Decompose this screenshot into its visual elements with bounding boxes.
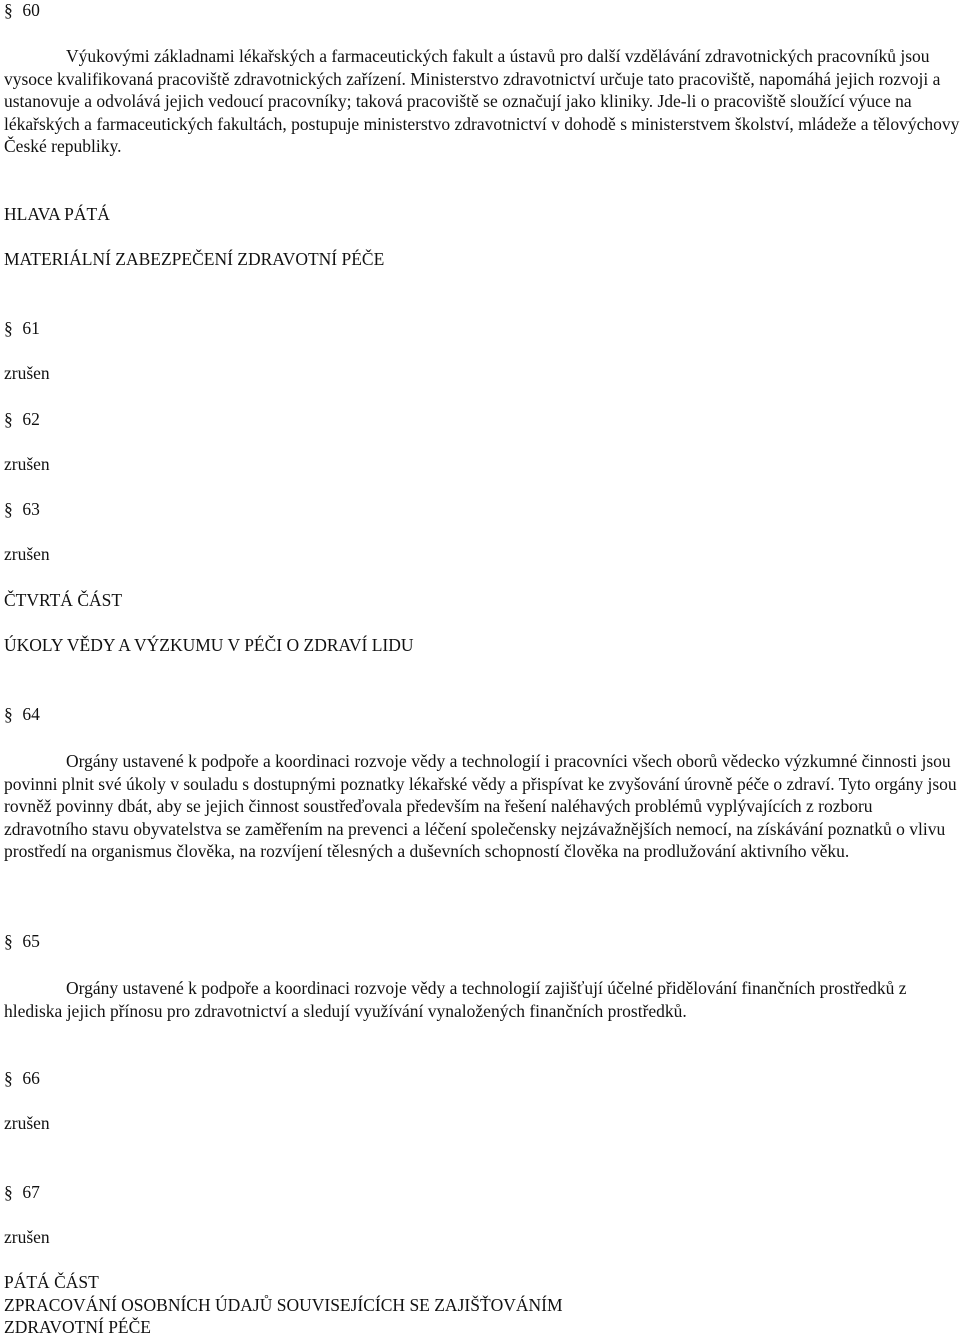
section-number: 62 xyxy=(22,409,40,429)
section-number: 65 xyxy=(22,931,40,951)
heading-hlava-pata: HLAVA PÁTÁ xyxy=(4,204,110,224)
section-symbol: § xyxy=(4,1182,13,1202)
section-number: 64 xyxy=(22,704,40,724)
section-symbol: § xyxy=(4,409,13,429)
paragraph-text: Výukovými základnami lékařských a farmaceutických fakult a ústavů pro další vzdělávání zdravotnických pracovníků jsou vysoce kvalifikovaná pracoviště zdravotnických zařízení. Ministerstvo zdravotnictví určuje tato pracoviště, napomáhá jejich rozvoji a ustanovuje a odvolává jejich vedoucí pracovníky; taková pracoviště se označují jako kliniky. Jde-li o pracoviště sloužící výuce na lékařských a farmaceutických fakultách, postupuje ministerstvo zdravotnictví v dohodě s ministerstvem školství, mládeže a tělovýchovy České republiky. xyxy=(4,46,960,156)
paragraph-64 xyxy=(4,750,960,863)
section-symbol: § xyxy=(4,0,13,20)
section-number: 67 xyxy=(22,1182,40,1202)
section-heading-65 xyxy=(4,931,40,952)
section-heading-61 xyxy=(4,318,40,339)
section-status-62: zrušen xyxy=(4,454,50,474)
section-status-61: zrušen xyxy=(4,363,50,383)
heading-materialni-zabezpeceni: MATERIÁLNÍ ZABEZPEČENÍ ZDRAVOTNÍ PÉČE xyxy=(4,249,385,269)
section-number: 60 xyxy=(22,0,40,20)
heading-zpracovani-line-1: ZPRACOVÁNÍ OSOBNÍCH ÚDAJŮ SOUVISEJÍCÍCH SE ZAJIŠŤOVÁNÍM xyxy=(4,1295,563,1315)
heading-zpracovani-line-2: ZDRAVOTNÍ PÉČE xyxy=(4,1317,151,1337)
paragraph-60 xyxy=(4,45,960,158)
section-heading-60 xyxy=(4,0,40,21)
section-status-63: zrušen xyxy=(4,544,50,564)
section-symbol: § xyxy=(4,704,13,724)
section-heading-63 xyxy=(4,499,40,520)
section-symbol: § xyxy=(4,318,13,338)
paragraph-text: Orgány ustavené k podpoře a koordinaci rozvoje vědy a technologií i pracovníci všech oborů vědecko výzkumné činnosti jsou povinni plnit své úkoly v souladu s dostupnými poznatky lékařské vědy a přispívat ke zvyšování úrovně péče o zdraví. Tyto orgány jsou rovněž povinny dbát, aby se jejich činnost soustřeďovala především na řešení naléhavých problémů vyplývajících z rozboru zdravotního stavu obyvatelstva se zaměřením na prevenci a léčení společensky nejzávažnějších nemocí, na získávání poznatků o vlivu prostředí na organismus člověka, na rozvíjení tělesných a duševních schopností člověka na prodlužování aktivního věku. xyxy=(4,751,957,861)
section-status-67: zrušen xyxy=(4,1227,50,1247)
heading-pata-cast: PÁTÁ ČÁST xyxy=(4,1272,99,1292)
section-number: 63 xyxy=(22,499,40,519)
section-symbol: § xyxy=(4,499,13,519)
section-heading-66 xyxy=(4,1068,40,1089)
paragraph-65 xyxy=(4,977,960,1022)
section-status-66: zrušen xyxy=(4,1113,50,1133)
section-symbol: § xyxy=(4,1068,13,1088)
section-heading-62 xyxy=(4,409,40,430)
paragraph-text: Orgány ustavené k podpoře a koordinaci rozvoje vědy a technologií zajišťují účelné přidělování finančních prostředků z hlediska jejich přínosu pro zdravotnictví a sledují využívání vynaložených finančních prostředků. xyxy=(4,978,907,1021)
heading-ctvrta-cast: ČTVRTÁ ČÁST xyxy=(4,590,123,610)
section-heading-67 xyxy=(4,1182,40,1203)
heading-ukoly-vedy: ÚKOLY VĚDY A VÝZKUMU V PÉČI O ZDRAVÍ LIDU xyxy=(4,635,414,655)
section-number: 61 xyxy=(22,318,40,338)
section-symbol: § xyxy=(4,931,13,951)
section-heading-64 xyxy=(4,704,40,725)
section-number: 66 xyxy=(22,1068,40,1088)
